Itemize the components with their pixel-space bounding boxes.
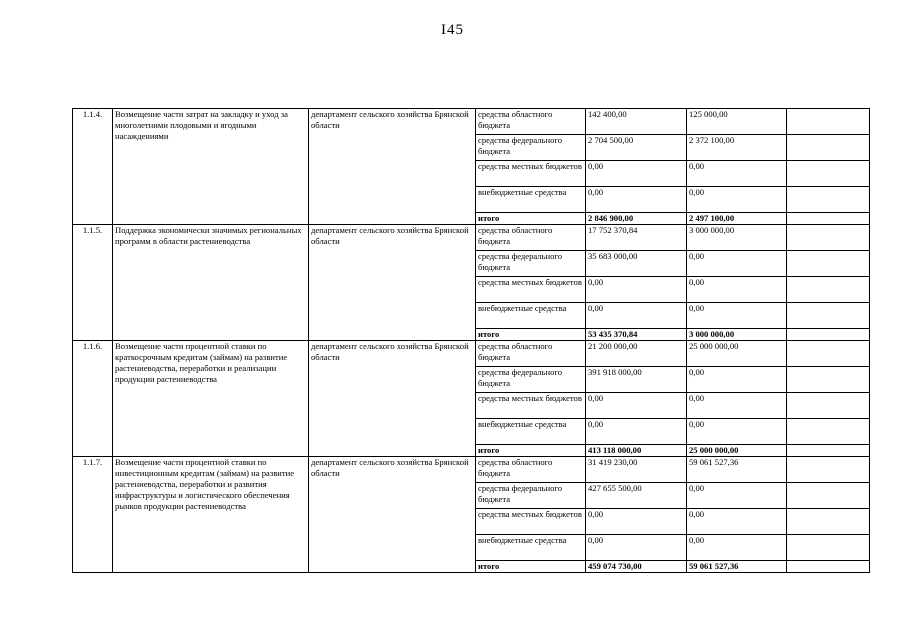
amount-cell: 0,00 xyxy=(687,419,787,445)
amount-cell: 35 683 000,00 xyxy=(586,251,687,277)
empty-cell xyxy=(787,109,870,135)
amount-cell: 0,00 xyxy=(586,187,687,213)
amount-cell: 3 000 000,00 xyxy=(687,225,787,251)
executor: департамент сельского хозяйства Брянской области xyxy=(309,109,476,225)
source-label: внебюджетные средства xyxy=(476,303,586,329)
amount-cell: 59 061 527,36 xyxy=(687,457,787,483)
page-number: I45 xyxy=(441,22,464,38)
source-label: средства местных бюджетов xyxy=(476,393,586,419)
empty-cell xyxy=(787,483,870,509)
amount-cell: 0,00 xyxy=(586,303,687,329)
amount-cell: 2 704 500,00 xyxy=(586,135,687,161)
amount-cell: 0,00 xyxy=(586,535,687,561)
total-amount: 53 435 370,84 xyxy=(586,329,687,341)
amount-cell: 0,00 xyxy=(687,161,787,187)
row-number: 1.1.5. xyxy=(73,225,113,341)
amount-cell: 0,00 xyxy=(586,393,687,419)
amount-cell: 0,00 xyxy=(586,277,687,303)
empty-cell xyxy=(787,445,870,457)
source-label: внебюджетные средства xyxy=(476,535,586,561)
source-label: средства областного бюджета xyxy=(476,341,586,367)
source-label: средства областного бюджета xyxy=(476,225,586,251)
source-label: средства местных бюджетов xyxy=(476,509,586,535)
amount-cell: 0,00 xyxy=(687,367,787,393)
total-label: итого xyxy=(476,445,586,457)
table-row xyxy=(73,109,870,135)
source-label: внебюджетные средства xyxy=(476,187,586,213)
amount-cell: 17 752 370,84 xyxy=(586,225,687,251)
amount-cell: 21 200 000,00 xyxy=(586,341,687,367)
empty-cell xyxy=(787,367,870,393)
amount-cell: 0,00 xyxy=(687,303,787,329)
total-amount: 413 118 000,00 xyxy=(586,445,687,457)
amount-cell: 31 419 230,00 xyxy=(586,457,687,483)
total-label: итого xyxy=(476,329,586,341)
amount-cell: 391 918 000,00 xyxy=(586,367,687,393)
empty-cell xyxy=(787,509,870,535)
source-label: средства областного бюджета xyxy=(476,109,586,135)
amount-cell: 0,00 xyxy=(687,277,787,303)
executor: департамент сельского хозяйства Брянской области xyxy=(309,225,476,341)
empty-cell xyxy=(787,303,870,329)
empty-cell xyxy=(787,161,870,187)
empty-cell xyxy=(787,135,870,161)
table-row xyxy=(73,225,870,251)
amount-cell: 0,00 xyxy=(687,187,787,213)
empty-cell xyxy=(787,419,870,445)
empty-cell xyxy=(787,341,870,367)
amount-cell: 125 000,00 xyxy=(687,109,787,135)
empty-cell xyxy=(787,251,870,277)
source-label: средства федерального бюджета xyxy=(476,135,586,161)
source-label: средства федерального бюджета xyxy=(476,367,586,393)
amount-cell: 0,00 xyxy=(586,161,687,187)
source-label: внебюджетные средства xyxy=(476,419,586,445)
table-row xyxy=(73,341,870,367)
amount-cell: 0,00 xyxy=(586,509,687,535)
empty-cell xyxy=(787,213,870,225)
row-number: 1.1.6. xyxy=(73,341,113,457)
amount-cell: 427 655 500,00 xyxy=(586,483,687,509)
budget-table xyxy=(72,108,870,573)
empty-cell xyxy=(787,187,870,213)
measure-name: Возмещение части процентной ставки по инвестиционным кредитам (займам) на развитие растениеводства, переработки и развития инфраструктуры и логистического обеспечения рынков продукции растениеводства xyxy=(113,457,309,573)
executor: департамент сельского хозяйства Брянской области xyxy=(309,457,476,573)
source-label: средства местных бюджетов xyxy=(476,161,586,187)
total-label: итого xyxy=(476,213,586,225)
executor: департамент сельского хозяйства Брянской области xyxy=(309,341,476,457)
row-number: 1.1.4. xyxy=(73,109,113,225)
empty-cell xyxy=(787,561,870,573)
amount-cell: 0,00 xyxy=(586,419,687,445)
empty-cell xyxy=(787,393,870,419)
total-amount: 25 000 000,00 xyxy=(687,445,787,457)
source-label: средства местных бюджетов xyxy=(476,277,586,303)
total-amount: 3 000 000,00 xyxy=(687,329,787,341)
empty-cell xyxy=(787,225,870,251)
amount-cell: 0,00 xyxy=(687,535,787,561)
measure-name: Возмещение части процентной ставки по краткосрочным кредитам (займам) на развитие растениеводства, переработки и реализации продукции растениеводства xyxy=(113,341,309,457)
source-label: средства федерального бюджета xyxy=(476,483,586,509)
empty-cell xyxy=(787,457,870,483)
amount-cell: 0,00 xyxy=(687,251,787,277)
amount-cell: 0,00 xyxy=(687,509,787,535)
total-amount: 59 061 527,36 xyxy=(687,561,787,573)
amount-cell: 0,00 xyxy=(687,393,787,419)
amount-cell: 142 400,00 xyxy=(586,109,687,135)
total-amount: 2 497 100,00 xyxy=(687,213,787,225)
measure-name: Возмещение части затрат на закладку и уход за многолетними плодовыми и ягодными насаждениями xyxy=(113,109,309,225)
amount-cell: 25 000 000,00 xyxy=(687,341,787,367)
empty-cell xyxy=(787,535,870,561)
total-amount: 459 074 730,00 xyxy=(586,561,687,573)
source-label: средства федерального бюджета xyxy=(476,251,586,277)
row-number: 1.1.7. xyxy=(73,457,113,573)
empty-cell xyxy=(787,277,870,303)
empty-cell xyxy=(787,329,870,341)
measure-name: Поддержка экономически значимых региональных программ в области растениеводства xyxy=(113,225,309,341)
total-amount: 2 846 900,00 xyxy=(586,213,687,225)
total-label: итого xyxy=(476,561,586,573)
source-label: средства областного бюджета xyxy=(476,457,586,483)
amount-cell: 2 372 100,00 xyxy=(687,135,787,161)
amount-cell: 0,00 xyxy=(687,483,787,509)
table-row xyxy=(73,457,870,483)
